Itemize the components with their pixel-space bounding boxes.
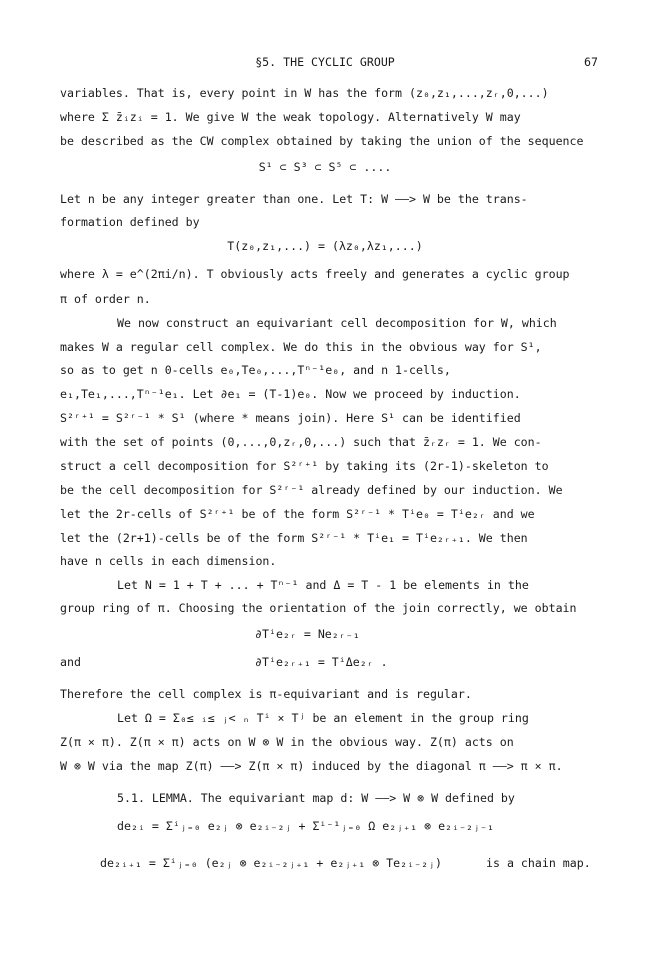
text-line: struct a cell decomposition for S²ʳ⁺¹ by taking its (2r-1)-skeleton to	[60, 459, 549, 473]
text-line: so as to get n 0-cells e₀,Te₀,...,Tⁿ⁻¹e₀, and n 1-cells,	[60, 363, 451, 377]
text-line: Let n be any integer greater than one. Let T: W ——> W be the trans-	[60, 192, 528, 206]
text-line: and	[60, 655, 81, 669]
running-head: §5. THE CYCLIC GROUP	[255, 55, 395, 69]
text-line: Let Ω = Σ₀≤ ᵢ≤ ⱼ< ₙ Tⁱ × Tʲ be an element in the group ring	[117, 711, 529, 725]
text-line: formation defined by	[60, 215, 200, 229]
text-line: where Σ z̄ᵢzᵢ = 1. We give W the weak topology. Alternatively W may	[60, 110, 521, 124]
text-line: Therefore the cell complex is π-equivariant and is regular.	[60, 687, 472, 701]
text-line: group ring of π. Choosing the orientation of the join correctly, we obtain	[60, 601, 577, 615]
text-line: let the 2r-cells of S²ʳ⁺¹ be of the form S²ʳ⁻¹ * Tⁱe₀ = Tⁱe₂ᵣ and we	[60, 507, 535, 521]
text-line: S²ʳ⁺¹ = S²ʳ⁻¹ * S¹ (where * means join). Here S¹ can be identified	[60, 411, 521, 425]
text-line: have n cells in each dimension.	[60, 554, 277, 568]
display-formula: de₂ᵢ = Σⁱⱼ₌₀ e₂ⱼ ⊗ e₂ᵢ₋₂ⱼ + Σⁱ⁻¹ⱼ₌₀ Ω e₂ⱼ₊₁ ⊗ e₂ᵢ₋₂ⱼ₋₁	[117, 819, 494, 833]
display-formula: ∂Tⁱe₂ᵣ = Ne₂ᵣ₋₁	[255, 627, 360, 641]
text-line: e₁,Te₁,...,Tⁿ⁻¹e₁. Let ∂e₁ = (T-1)e₀. Now we proceed by induction.	[60, 387, 521, 401]
lemma-heading: 5.1. LEMMA. The equivariant map d: W ——> W ⊗ W defined by	[117, 791, 515, 805]
text-line: makes W a regular cell complex. We do this in the obvious way for S¹,	[60, 340, 542, 354]
text-line: W ⊗ W via the map Z(π) ——> Z(π × π) induced by the diagonal π ——> π × π.	[60, 759, 563, 773]
display-formula: T(z₀,z₁,...) = (λz₀,λz₁,...)	[227, 239, 423, 253]
text-line: π of order n.	[60, 292, 151, 306]
text-line: Let N = 1 + T + ... + Tⁿ⁻¹ and Δ = T - 1 be elements in the	[117, 578, 529, 592]
text-line: where λ = e^(2πi/n). T obviously acts freely and generates a cyclic group	[60, 267, 570, 281]
text-line: variables. That is, every point in W has the form (z₀,z₁,...,zᵣ,0,...)	[60, 86, 549, 100]
text-line: be the cell decomposition for S²ʳ⁻¹ already defined by our induction. We	[60, 483, 563, 497]
text-line: is a chain map.	[486, 856, 591, 870]
text-line: We now construct an equivariant cell decomposition for W, which	[117, 316, 557, 330]
text-line: with the set of points (0,...,0,zᵣ,0,...) such that z̄ᵣzᵣ = 1. We con-	[60, 435, 542, 449]
page-number: 67	[584, 55, 598, 69]
text-line: Z(π × π). Z(π × π) acts on W ⊗ W in the obvious way. Z(π) acts on	[60, 735, 514, 749]
text-line: let the (2r+1)-cells be of the form S²ʳ⁻¹ * Tⁱe₁ = Tⁱe₂ᵣ₊₁. We then	[60, 531, 528, 545]
display-formula: ∂Tⁱe₂ᵣ₊₁ = TⁱΔe₂ᵣ .	[255, 655, 388, 669]
text-line: be described as the CW complex obtained by taking the union of the sequence	[60, 134, 584, 148]
display-formula: de₂ᵢ₊₁ = Σⁱⱼ₌₀ (e₂ⱼ ⊗ e₂ᵢ₋₂ⱼ₊₁ + e₂ⱼ₊₁ ⊗ Te₂ᵢ₋₂ⱼ)	[100, 856, 443, 870]
display-formula: S¹ ⊂ S³ ⊂ S⁵ ⊂ ....	[258, 160, 392, 174]
